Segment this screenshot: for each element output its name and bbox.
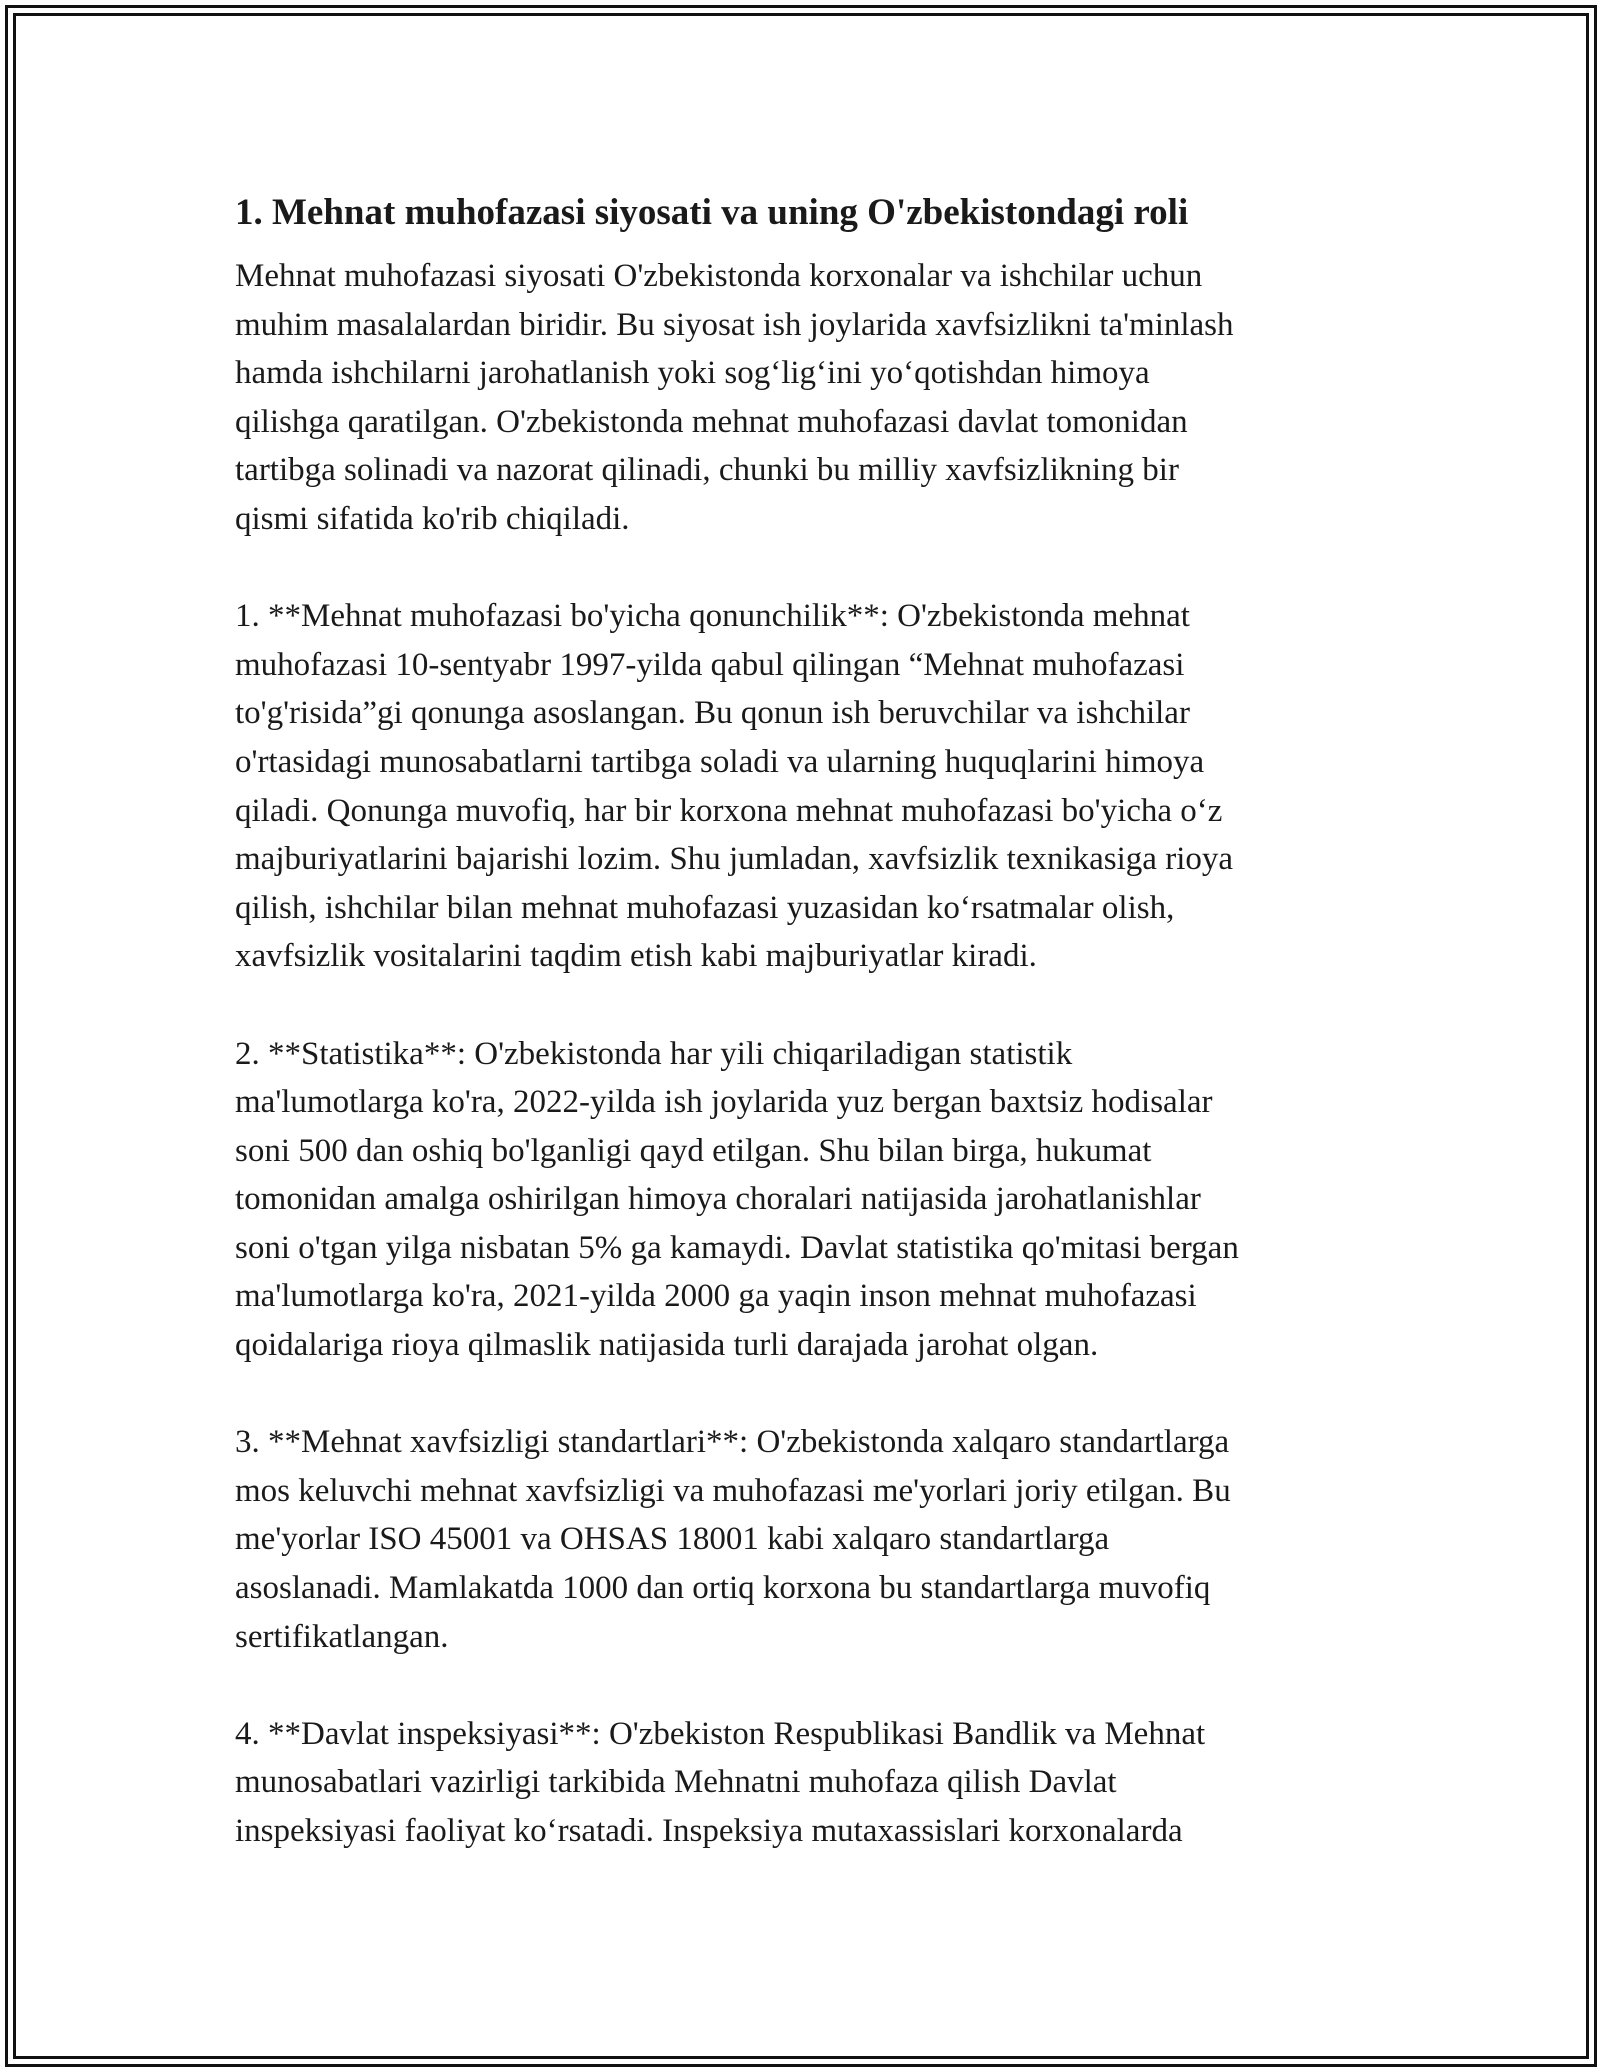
standards-paragraph: 3. **Mehnat xavfsizligi standartlari**: O'zbekistonda xalqaro standartlarga mos keluvchi mehnat xavfsizligi va muhofazasi me'yorlari joriy etilgan. Bu me'yorlar ISO 45001 va OHSAS 18001 kabi xalqaro standartlarga asoslanadi. Mamlakatda 1000 dan ortiq korxona bu standartlarga muvofiq sertifikatlangan.	[235, 1424, 1231, 1655]
section-title: 1. Mehnat muhofazasi siyosati va uning O'zbekistondagi roli	[235, 192, 1189, 233]
document-body	[235, 186, 1375, 1904]
statistics-paragraph: 2. **Statistika**: O'zbekistonda har yili chiqariladigan statistik ma'lumotlarga ko'ra, 2022-yilda ish joylarida yuz bergan baxtsiz hodisalar soni 500 dan oshiq bo'lganligi qayd etilgan. Shu bilan birga, hukumat tomonidan amalga oshirilgan himoya choralari natijasida jarohatlanishlar soni o'tgan yilga nisbatan 5% ga kamaydi. Davlat statistika qo'mitasi bergan ma'lumotlarga ko'ra, 2021-yilda 2000 ga yaqin inson mehnat muhofazasi qoidalariga rioya qilmaslik natijasida turli darajada jarohat olgan.	[235, 1035, 1239, 1364]
legislation-paragraph: 1. **Mehnat muhofazasi bo'yicha qonunchilik**: O'zbekistonda mehnat muhofazasi 10-sentyabr 1997-yilda qabul qilingan “Mehnat muhofazasi to'g'risida”gi qonunga asoslangan. Bu qonun ish beruvchilar va ishchilar o'rtasidagi munosabatlarni tartibga soladi va ularning huquqlarini himoya qiladi. Qonunga muvofiq, har bir korxona mehnat muhofazasi bo'yicha o‘z majburiyatlarini bajarishi lozim. Shu jumladan, xavfsizlik texnikasiga rioya qilish, ishchilar bilan mehnat muhofazasi yuzasidan ko‘rsatmalar olish, xavfsizlik vositalarini taqdim etish kabi majburiyatlar kiradi.	[235, 598, 1234, 975]
inspection-paragraph: 4. **Davlat inspeksiyasi**: O'zbekiston Respublikasi Bandlik va Mehnat munosabatlari vazirligi tarkibida Mehnatni muhofaza qilish Davlat inspeksiyasi faoliyat ko‘rsatadi. Inspeksiya mutaxassislari korxonalarda	[235, 1715, 1206, 1849]
intro-paragraph: Mehnat muhofazasi siyosati O'zbekistonda korxonalar va ishchilar uchun muhim masalalardan biridir. Bu siyosat ish joylarida xavfsizlikni ta'minlash hamda ishchilarni jarohatlanish yoki sog‘lig‘ini yo‘qotishdan himoya qilishga qaratilgan. O'zbekistonda mehnat muhofazasi davlat tomonidan tartibga solinadi va nazorat qilinadi, chunki bu milliy xavfsizlikning bir qismi sifatida ko'rib chiqiladi.	[235, 258, 1234, 537]
